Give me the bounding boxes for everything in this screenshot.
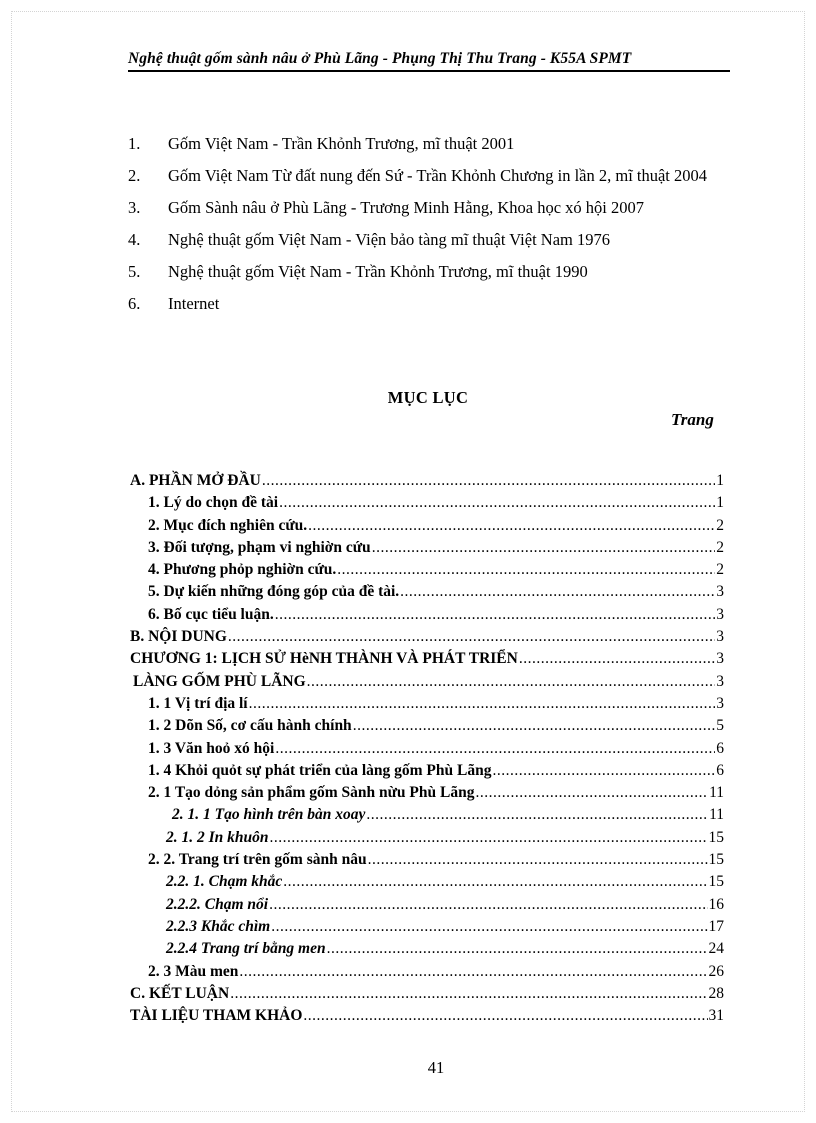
toc-entry[interactable] bbox=[130, 606, 724, 628]
toc-entry-label: 2. Mục đích nghiên cứu. bbox=[148, 516, 308, 534]
reference-text: Nghệ thuật gốm Việt Nam - Viện bảo tàng mĩ thuật Việt Nam 1976 bbox=[168, 230, 610, 249]
toc-leader bbox=[262, 472, 715, 490]
toc-leader bbox=[239, 963, 707, 981]
toc-entry[interactable] bbox=[130, 829, 724, 851]
toc-entry-label: 2. 2. Trang trí trên gốm sành nâu bbox=[148, 851, 367, 869]
toc-leader bbox=[230, 985, 707, 1003]
toc-entry-page: 2 bbox=[716, 538, 724, 556]
toc-leader bbox=[400, 583, 715, 601]
toc-entry[interactable] bbox=[130, 628, 724, 650]
toc-entry-page: 31 bbox=[708, 1007, 724, 1025]
toc-entry[interactable] bbox=[130, 472, 724, 494]
reference-number: 1. bbox=[128, 134, 141, 153]
toc-leader bbox=[337, 561, 715, 579]
toc-leader bbox=[492, 762, 715, 780]
toc-entry-page: 6 bbox=[716, 739, 724, 757]
toc-entry-label: TÀI LIỆU THAM KHẢO bbox=[130, 1007, 303, 1025]
toc-entry-page: 26 bbox=[708, 962, 724, 980]
toc-entry-label: 6. Bố cục tiểu luận. bbox=[148, 605, 274, 623]
toc-entry-page: 28 bbox=[708, 984, 724, 1002]
reference-item bbox=[128, 256, 720, 288]
toc-entry-page: 3 bbox=[716, 628, 724, 646]
toc-leader bbox=[372, 539, 716, 557]
toc-leader bbox=[271, 918, 707, 936]
toc-leader bbox=[303, 1007, 707, 1025]
toc-entry[interactable] bbox=[130, 673, 724, 695]
toc-leader bbox=[475, 784, 708, 802]
toc-entry-label: B. NỘI DUNG bbox=[130, 628, 227, 646]
toc-entry[interactable] bbox=[130, 851, 724, 873]
toc-entry[interactable] bbox=[130, 918, 724, 940]
toc-leader bbox=[275, 606, 716, 624]
toc-entry[interactable] bbox=[130, 985, 724, 1007]
toc-entry-page: 1 bbox=[716, 472, 724, 489]
toc-entry-page: 11 bbox=[709, 806, 724, 824]
reference-item bbox=[128, 128, 720, 160]
toc-leader bbox=[307, 673, 716, 691]
toc-page-column-label: Trang bbox=[671, 410, 714, 429]
toc-entry[interactable] bbox=[130, 762, 724, 784]
toc-entry[interactable] bbox=[130, 583, 724, 605]
reference-text: Gốm Việt Nam - Trần Khỏnh Trương, mĩ thuật 2001 bbox=[168, 134, 515, 153]
toc-leader bbox=[283, 873, 707, 891]
toc-entry-label: 1. 2 Dõn Số, cơ cấu hành chính bbox=[148, 717, 352, 735]
toc-entry[interactable] bbox=[130, 784, 724, 806]
toc-entry-label: 2.2.2. Chạm nổi bbox=[166, 895, 269, 913]
toc-entry-page: 11 bbox=[709, 784, 724, 802]
toc-entry[interactable] bbox=[130, 494, 724, 516]
toc-leader bbox=[353, 717, 716, 735]
toc-entry-page: 3 bbox=[716, 672, 724, 690]
toc-leader bbox=[308, 517, 715, 535]
toc-entry-page: 6 bbox=[716, 761, 724, 779]
toc-entry[interactable] bbox=[130, 1007, 724, 1029]
toc-entry-page: 24 bbox=[708, 940, 724, 958]
toc-entry[interactable] bbox=[130, 896, 724, 918]
toc-entry-label: 2.2.4 Trang trí bằng men bbox=[166, 940, 326, 958]
toc-leader bbox=[279, 494, 715, 512]
toc-entry[interactable] bbox=[130, 539, 724, 561]
toc-leader bbox=[519, 650, 715, 668]
toc-entry-page: 3 bbox=[716, 583, 724, 601]
toc-entry[interactable] bbox=[130, 695, 724, 717]
toc-entry[interactable] bbox=[130, 806, 724, 828]
toc-entry-label: 1. 3 Văn hoỏ xó hội bbox=[148, 739, 275, 757]
reference-text: Gốm Sành nâu ở Phù Lãng - Trương Minh Hằng, Khoa học xó hội 2007 bbox=[168, 198, 645, 217]
toc-entry-page: 3 bbox=[716, 650, 724, 668]
toc-entry-page: 17 bbox=[708, 917, 724, 935]
reference-number: 5. bbox=[128, 262, 141, 281]
reference-item bbox=[128, 224, 720, 256]
toc-leader bbox=[275, 740, 715, 758]
toc-leader bbox=[366, 806, 708, 824]
toc-entry-label: A. PHẦN MỞ ĐẦU bbox=[130, 472, 261, 489]
page-number: 41 bbox=[427, 1058, 445, 1077]
toc-entry[interactable] bbox=[130, 940, 724, 962]
toc-entry-page: 1 bbox=[716, 494, 724, 512]
table-of-contents bbox=[130, 472, 724, 1029]
toc-leader bbox=[269, 896, 707, 914]
toc-entry-label: 1. 4 Khỏi quỏt sự phát triển của làng gốm Phù Lãng bbox=[148, 761, 492, 779]
toc-entry-label: LÀNG GỐM PHÙ LÃNG bbox=[133, 672, 306, 690]
reference-text: Internet bbox=[168, 294, 220, 313]
toc-entry[interactable] bbox=[130, 561, 724, 583]
toc-entry-page: 16 bbox=[708, 895, 724, 913]
reference-number: 4. bbox=[128, 230, 141, 249]
toc-leader bbox=[327, 940, 708, 958]
toc-title: MỤC LỤC bbox=[387, 388, 469, 407]
reference-text: Nghệ thuật gốm Việt Nam - Trần Khỏnh Trương, mĩ thuật 1990 bbox=[168, 262, 588, 281]
toc-entry-page: 2 bbox=[716, 561, 724, 579]
toc-entry-label: 1. Lý do chọn đề tài bbox=[148, 494, 279, 512]
reference-item bbox=[128, 288, 720, 320]
toc-entry[interactable] bbox=[130, 963, 724, 985]
toc-entry[interactable] bbox=[130, 873, 724, 895]
toc-entry-page: 3 bbox=[716, 605, 724, 623]
toc-entry-label: 2.2.3 Khắc chìm bbox=[166, 917, 271, 935]
toc-leader bbox=[368, 851, 708, 869]
toc-entry[interactable] bbox=[130, 650, 724, 672]
header-title: Nghệ thuật gốm sành nâu ở Phù Lãng - Phụng Thị Thu Trang - K55A SPMT bbox=[128, 50, 632, 67]
toc-entry-label: 1. 1 Vị trí địa lí bbox=[148, 694, 248, 712]
toc-entry-page: 15 bbox=[708, 828, 724, 846]
toc-entry-page: 15 bbox=[708, 851, 724, 869]
reference-item bbox=[128, 192, 720, 224]
toc-leader bbox=[228, 628, 715, 646]
toc-entry-label: 2.2. 1. Chạm khắc bbox=[166, 873, 283, 891]
toc-entry-label: 3. Đối tượng, phạm vi nghiờn cứu bbox=[148, 538, 371, 556]
toc-entry-label: 2. 1 Tạo dỏng sản phẩm gốm Sành nừu Phù Lãng bbox=[148, 784, 475, 802]
toc-leader bbox=[249, 695, 716, 713]
reference-number: 3. bbox=[128, 198, 141, 217]
toc-entry-label: C. KẾT LUẬN bbox=[130, 984, 230, 1002]
toc-entry[interactable] bbox=[130, 517, 724, 539]
toc-entry[interactable] bbox=[130, 717, 724, 739]
toc-entry-label: 2. 1. 1 Tạo hình trên bàn xoay bbox=[172, 806, 366, 824]
reference-list bbox=[128, 128, 720, 320]
reference-number: 6. bbox=[128, 294, 141, 313]
toc-entry-page: 15 bbox=[708, 873, 724, 891]
running-header bbox=[128, 48, 730, 72]
reference-number: 2. bbox=[128, 166, 141, 185]
reference-text: Gốm Việt Nam Từ đất nung đến Sứ - Trần Khỏnh Chương in lần 2, mĩ thuật 2004 bbox=[168, 166, 708, 185]
toc-entry-label: CHƯƠNG 1: LỊCH SỬ HèNH THÀNH VÀ PHÁT TRIỂN bbox=[130, 650, 518, 668]
toc-entry-label: 4. Phương phỏp nghiờn cứu. bbox=[148, 561, 337, 579]
toc-entry-page: 2 bbox=[716, 516, 724, 534]
toc-entry-page: 5 bbox=[716, 717, 724, 735]
toc-entry-label: 2. 3 Màu men bbox=[148, 962, 239, 980]
toc-entry-label: 5. Dự kiến những đóng góp của đề tài. bbox=[148, 583, 400, 601]
toc-entry[interactable] bbox=[130, 740, 724, 762]
reference-item bbox=[128, 160, 720, 192]
toc-leader bbox=[270, 829, 708, 847]
toc-entry-label: 2. 1. 2 In khuôn bbox=[166, 828, 269, 846]
toc-entry-page: 3 bbox=[716, 694, 724, 712]
